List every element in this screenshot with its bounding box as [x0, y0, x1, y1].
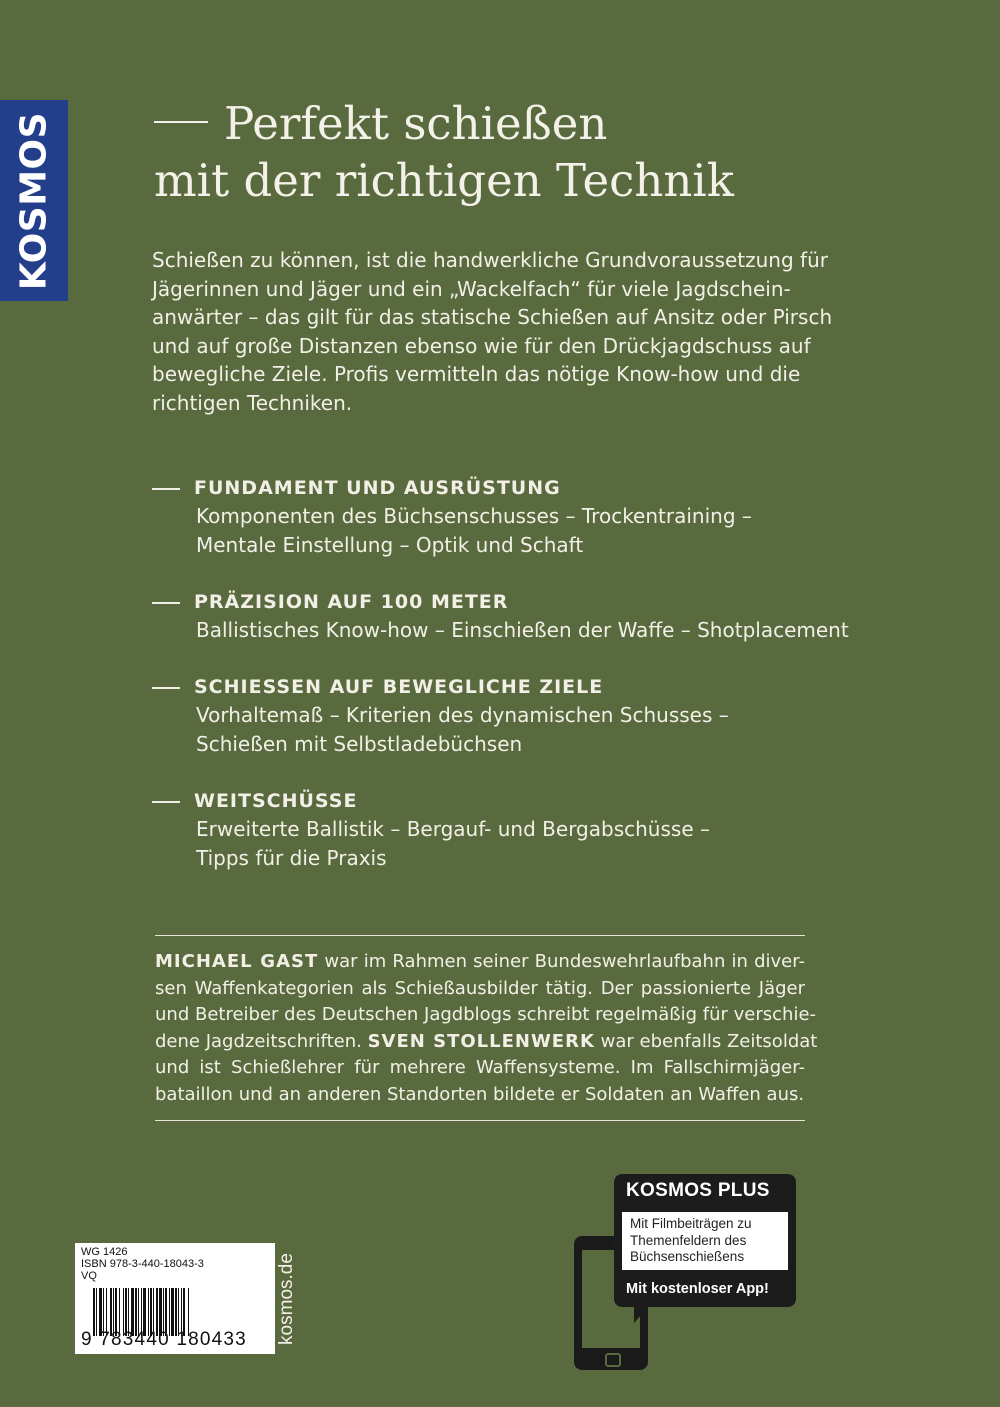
- heading-dash: [152, 602, 180, 604]
- section-line: Ballistisches Know-how – Einschießen der Waffe – Shotplacement: [196, 618, 849, 642]
- intro-line: Jägerinnen und Jäger und ein „Wackelfach“ für viele Jagdschein-: [152, 276, 791, 301]
- book-title: [154, 95, 934, 209]
- bio-bottom-divider: [155, 1120, 805, 1121]
- bio-line: sen Waffenkategorien als Schießausbilder tätig. Der passionierte Jäger: [155, 977, 805, 999]
- section-line: Erweiterte Ballistik – Bergauf- und Bergabschüsse –: [196, 817, 710, 841]
- website-label: [276, 1243, 298, 1354]
- bio-line: bataillon und an anderen Standorten bildete er Soldaten an Waffen aus.: [155, 1083, 805, 1105]
- intro-line: und auf große Distanzen ebenso wie für den Drückjagdschuss auf: [152, 333, 811, 358]
- bio-top-divider: [155, 935, 805, 936]
- heading-dash: [152, 801, 180, 803]
- section-heading: FUNDAMENT UND AUSRÜSTUNG: [152, 474, 872, 502]
- heading-dash: [152, 488, 180, 490]
- phone-home-button: [605, 1353, 621, 1367]
- section-weitschuesse: [152, 787, 872, 872]
- kosmos-logo-text: KOSMOS: [13, 111, 55, 290]
- plus-text-box: [622, 1212, 788, 1270]
- bio-line: und ist Schießlehrer für mehrere Waffensysteme. Im Fallschirmjäger-: [155, 1057, 805, 1079]
- barcode-code: VQ: [81, 1270, 97, 1282]
- section-praezision: [152, 588, 872, 645]
- bio-line: dene Jagdzeitschriften. SVEN STOLLENWERK war ebenfalls Zeitsoldat: [155, 1030, 818, 1052]
- section-heading: SCHIESSEN AUF BEWEGLICHE ZIELE: [152, 673, 872, 701]
- plus-text-line: Büchsenschießens: [630, 1249, 745, 1264]
- intro-line: richtigen Techniken.: [152, 390, 353, 415]
- kosmos-logo-tab: [0, 100, 68, 301]
- section-fundament: [152, 474, 872, 559]
- barcode-wg: WG 1426: [81, 1246, 128, 1258]
- intro-paragraph: [152, 246, 852, 418]
- title-dash: [154, 121, 208, 123]
- author-name: SVEN STOLLENWERK: [367, 1030, 595, 1052]
- plus-text-line: Themenfeldern des: [630, 1232, 747, 1248]
- bio-line: und Betreiber des Deutschen Jagdblogs schreibt regelmäßig für verschie-: [155, 1004, 817, 1026]
- author-bio: [155, 949, 818, 1109]
- section-line: Komponenten des Büchsenschusses – Trockentraining –: [196, 504, 752, 528]
- intro-line: anwärter – das gilt für das statische Schießen auf Ansitz oder Pirsch: [152, 305, 833, 330]
- bio-line: MICHAEL GAST war im Rahmen seiner Bundeswehrlaufbahn in diver-: [155, 951, 805, 972]
- plus-title: KOSMOS PLUS: [626, 1180, 770, 1201]
- title-line-1: Perfekt schießen: [154, 95, 934, 152]
- heading-dash: [152, 687, 180, 689]
- section-heading: PRÄZISION AUF 100 METER: [152, 588, 872, 616]
- plus-text-line: Mit Filmbeiträgen zu: [630, 1216, 752, 1231]
- plus-footer: Mit kostenloser App!: [626, 1281, 769, 1297]
- section-heading: WEITSCHÜSSE: [152, 787, 872, 815]
- section-line: Mentale Einstellung – Optik und Schaft: [196, 532, 584, 557]
- intro-line: bewegliche Ziele. Profis vermitteln das nötige Know-how und die: [152, 362, 801, 387]
- barcode-label: [75, 1243, 275, 1354]
- intro-line: Schießen zu können, ist die handwerkliche Grundvoraussetzung für: [152, 248, 828, 272]
- section-line: Vorhaltemaß – Kriterien des dynamischen Schusses –: [196, 703, 729, 727]
- section-bewegliche-ziele: [152, 673, 872, 758]
- title-line-2: mit der richtigen Technik: [154, 154, 734, 207]
- website-text: kosmos.de: [276, 1252, 297, 1345]
- section-line: Tipps für die Praxis: [196, 845, 387, 870]
- kosmos-plus-badge: [614, 1174, 796, 1307]
- speech-bubble-tail: [634, 1305, 650, 1323]
- barcode-digits: 9 783440 180433: [81, 1329, 247, 1350]
- section-line: Schießen mit Selbstladebüchsen: [196, 731, 523, 756]
- author-name: MICHAEL GAST: [155, 951, 319, 972]
- barcode-isbn: ISBN 978-3-440-18043-3: [81, 1258, 204, 1270]
